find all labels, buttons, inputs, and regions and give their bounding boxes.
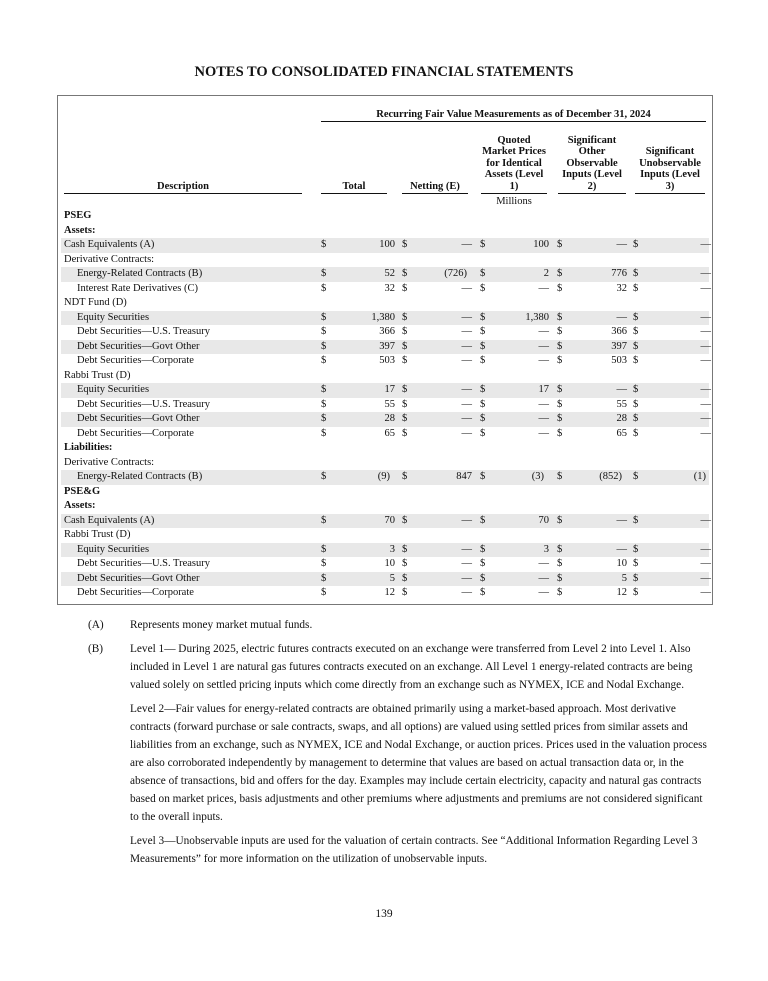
currency-symbol: $ (321, 572, 327, 584)
cell-value: 32 (384, 282, 395, 294)
units-label: Millions (496, 196, 532, 207)
cell-value: — (461, 282, 472, 294)
cell-value: — (461, 587, 472, 598)
currency-symbol: $ (402, 239, 408, 250)
row-label: Debt Securities—Govt Other (77, 413, 200, 424)
table-row (61, 282, 709, 297)
currency-symbol: $ (633, 326, 639, 337)
currency-symbol: $ (480, 355, 486, 366)
footnote-text: Level 2—Fair values for energy-related contracts are obtained primarily using a market-based approach. Most derivative contracts (forward purchase or sale contracts, swaps, and all options) are valued using settled prices from similar assets and liabilities from an exchange, such as NYMEX, ICE and Nodal Exchange, or auction prices. Prices used in the valuation process are also corroborated independently by management to determine that values are based on actual transaction data or, in the absence of transactions, bid and offers for the day. Examples may include certain electricity, capacity and natural gas contracts based on market prices, basis adjustments and other premiums where adjustments and premiums are not considered significant to the overall inputs. (130, 703, 707, 823)
currency-symbol: $ (402, 543, 408, 555)
table-row (61, 427, 709, 442)
cell-value: — (461, 572, 472, 584)
cell-value: 1,380 (371, 311, 395, 323)
currency-symbol: $ (557, 384, 563, 395)
currency-symbol: $ (402, 311, 408, 323)
currency-symbol: $ (321, 587, 327, 598)
currency-symbol: $ (557, 239, 563, 250)
currency-symbol: $ (402, 326, 408, 337)
table-row (61, 340, 709, 355)
cell-value: — (538, 572, 549, 584)
row-label: Debt Securities—Corporate (77, 587, 194, 598)
currency-symbol: $ (557, 427, 563, 439)
table-row (61, 296, 709, 311)
fair-value-table (57, 95, 713, 605)
row-label: Assets: (64, 500, 96, 511)
row-label: Debt Securities—Govt Other (77, 340, 200, 352)
currency-symbol: $ (321, 239, 327, 250)
currency-symbol: $ (557, 355, 563, 366)
currency-symbol: $ (402, 282, 408, 294)
row-label: Derivative Contracts: (64, 456, 155, 468)
currency-symbol: $ (402, 572, 408, 584)
cell-value: — (461, 398, 472, 410)
row-label: Liabilities: (64, 442, 113, 453)
cell-value: 28 (384, 413, 395, 424)
currency-symbol: $ (557, 514, 563, 526)
currency-symbol: $ (480, 282, 486, 294)
cell-value: — (700, 572, 711, 584)
table-header (58, 96, 712, 194)
cell-value: — (700, 413, 711, 424)
table-row (61, 253, 709, 268)
table-row (61, 325, 709, 340)
row-label: Derivative Contracts: (64, 253, 155, 265)
table-row (61, 485, 709, 500)
footnote-label: (A) (88, 619, 104, 631)
currency-symbol: $ (321, 311, 327, 323)
cell-value: — (700, 340, 711, 352)
currency-symbol: $ (480, 543, 486, 555)
cell-value: 52 (384, 268, 395, 279)
currency-symbol: $ (321, 427, 327, 439)
currency-symbol: $ (480, 572, 486, 584)
cell-value: — (461, 239, 472, 250)
cell-value: 100 (379, 239, 395, 250)
row-label: Rabbi Trust (D) (64, 529, 131, 540)
currency-symbol: $ (321, 355, 327, 366)
currency-symbol: $ (557, 413, 563, 424)
cell-value: 503 (611, 355, 627, 366)
currency-symbol: $ (402, 413, 408, 424)
cell-value: 397 (611, 340, 627, 352)
cell-value: — (538, 558, 549, 569)
table-row (61, 354, 709, 369)
currency-symbol: $ (402, 514, 408, 526)
currency-symbol: $ (480, 587, 486, 598)
currency-symbol: $ (557, 587, 563, 598)
currency-symbol: $ (557, 572, 563, 584)
currency-symbol: $ (633, 558, 639, 569)
cell-value: — (700, 311, 711, 323)
currency-symbol: $ (480, 398, 486, 410)
currency-symbol: $ (402, 398, 408, 410)
page-number: 139 (375, 908, 393, 920)
cell-value: — (700, 514, 711, 526)
table-row (61, 369, 709, 384)
currency-symbol: $ (557, 340, 563, 352)
table-row (61, 267, 709, 282)
footnote-label: (B) (88, 643, 104, 655)
currency-symbol: $ (633, 282, 639, 294)
currency-symbol: $ (480, 311, 486, 323)
currency-symbol: $ (633, 543, 639, 555)
cell-value: — (616, 384, 627, 395)
cell-value: — (616, 514, 627, 526)
cell-value: — (700, 543, 711, 555)
currency-symbol: $ (480, 268, 486, 279)
row-label: Debt Securities—Corporate (77, 355, 194, 366)
currency-symbol: $ (402, 268, 408, 279)
currency-symbol: $ (321, 282, 327, 294)
cell-value: — (461, 384, 472, 395)
cell-value: — (616, 239, 627, 250)
currency-symbol: $ (633, 384, 639, 395)
cell-value: 503 (379, 355, 395, 366)
currency-symbol: $ (480, 326, 486, 337)
currency-symbol: $ (321, 340, 327, 352)
cell-value: 366 (379, 326, 395, 337)
table-row (61, 441, 709, 456)
currency-symbol: $ (402, 471, 408, 482)
cell-value: — (461, 355, 472, 366)
row-label: Debt Securities—Govt Other (77, 572, 200, 584)
col-level1: Quoted Market Prices for Identical Assets (Level 1) (481, 135, 547, 195)
table-row (61, 543, 709, 558)
cell-value: — (538, 282, 549, 294)
cell-value: 65 (616, 427, 627, 439)
cell-value: — (461, 514, 472, 526)
currency-symbol: $ (633, 340, 639, 352)
col-level2: Significant Other Observable Inputs (Level 2) (558, 135, 626, 195)
table-row (61, 514, 709, 529)
span-header: Recurring Fair Value Measurements as of December 31, 2024 (321, 109, 706, 122)
cell-value: — (461, 311, 472, 323)
cell-value: — (700, 282, 711, 294)
currency-symbol: $ (402, 587, 408, 598)
currency-symbol: $ (480, 413, 486, 424)
cell-value: 55 (616, 398, 627, 410)
cell-value: — (700, 326, 711, 337)
col-netting: Netting (E) (402, 181, 468, 195)
currency-symbol: $ (402, 427, 408, 439)
currency-symbol: $ (480, 558, 486, 569)
currency-symbol: $ (480, 239, 486, 250)
row-label: NDT Fund (D) (64, 297, 127, 308)
cell-value: (726) (444, 268, 467, 279)
cell-value: — (538, 326, 549, 337)
cell-value: 5 (389, 572, 395, 584)
row-label: Debt Securities—U.S. Treasury (77, 326, 210, 337)
cell-value: — (700, 355, 711, 366)
currency-symbol: $ (557, 543, 563, 555)
cell-value: — (700, 558, 711, 569)
col-total: Total (321, 181, 387, 195)
currency-symbol: $ (633, 311, 639, 323)
cell-value: — (616, 543, 627, 555)
currency-symbol: $ (480, 384, 486, 395)
cell-value: 366 (611, 326, 627, 337)
cell-value: — (538, 340, 549, 352)
cell-value: 70 (538, 514, 549, 526)
row-label: PSE&G (64, 485, 101, 497)
cell-value: 847 (456, 471, 472, 482)
table-row (61, 209, 709, 224)
row-label: Cash Equivalents (A) (64, 514, 155, 526)
cell-value: — (461, 558, 472, 569)
currency-symbol: $ (633, 587, 639, 598)
cell-value: — (538, 355, 549, 366)
footnote-text: Level 1— During 2025, electric futures contracts executed on an exchange were transferred from Level 2 into Level 1. Also included in Level 1 are natural gas futures contracts executed on an exchange. All Level 1 energy-related contracts are being valued solely on settled pricing inputs which come directly from an exchange such as NYMEX, ICE and Nodal Exchange. (130, 643, 693, 691)
footnote-text: Level 3—Unobservable inputs are used for the valuation of certain contracts. See “Additional Information Regarding Level 3 Measurements” for more information on the utilization of unobservable inputs. (130, 835, 698, 865)
currency-symbol: $ (321, 543, 327, 555)
footnote (88, 616, 708, 634)
row-label: Equity Securities (77, 543, 150, 555)
row-label: Energy-Related Contracts (B) (77, 471, 203, 482)
row-label: Rabbi Trust (D) (64, 369, 131, 381)
cell-value: 10 (616, 558, 627, 569)
cell-value: 100 (533, 239, 549, 250)
cell-value: — (616, 311, 627, 323)
currency-symbol: $ (557, 268, 563, 279)
cell-value: 3 (389, 543, 395, 555)
cell-value: 70 (384, 514, 395, 526)
row-label: Debt Securities—Corporate (77, 427, 194, 439)
currency-symbol: $ (480, 471, 486, 482)
cell-value: (1) (693, 471, 706, 482)
currency-symbol: $ (321, 471, 327, 482)
table-body (61, 209, 709, 601)
currency-symbol: $ (321, 398, 327, 410)
cell-value: (852) (599, 471, 622, 482)
table-row (61, 456, 709, 471)
cell-value: — (538, 587, 549, 598)
cell-value: — (700, 384, 711, 395)
cell-value: — (461, 543, 472, 555)
cell-value: 12 (616, 587, 627, 598)
table-row (61, 224, 709, 239)
currency-symbol: $ (480, 427, 486, 439)
cell-value: — (700, 239, 711, 250)
cell-value: — (700, 398, 711, 410)
col-level3: Significant Unobservable Inputs (Level 3) (635, 146, 705, 194)
col-description: Description (64, 181, 302, 195)
cell-value: 5 (621, 572, 627, 584)
row-label: Cash Equivalents (A) (64, 239, 155, 250)
cell-value: 28 (616, 413, 627, 424)
currency-symbol: $ (402, 558, 408, 569)
currency-symbol: $ (633, 572, 639, 584)
cell-value: — (461, 340, 472, 352)
table-row (61, 383, 709, 398)
cell-value: — (700, 587, 711, 598)
table-row (61, 238, 709, 253)
cell-value: — (700, 427, 711, 439)
table-row (61, 470, 709, 485)
currency-symbol: $ (633, 514, 639, 526)
table-row (61, 586, 709, 601)
currency-symbol: $ (402, 340, 408, 352)
cell-value: 10 (384, 558, 395, 569)
cell-value: 65 (384, 427, 395, 439)
currency-symbol: $ (321, 384, 327, 395)
currency-symbol: $ (557, 326, 563, 337)
cell-value: 17 (384, 384, 395, 395)
cell-value: 776 (611, 268, 627, 279)
table-row (61, 572, 709, 587)
row-label: Equity Securities (77, 311, 150, 323)
currency-symbol: $ (557, 311, 563, 323)
currency-symbol: $ (633, 355, 639, 366)
cell-value: 17 (538, 384, 549, 395)
currency-symbol: $ (633, 268, 639, 279)
cell-value: 55 (384, 398, 395, 410)
row-label: Debt Securities—U.S. Treasury (77, 558, 210, 569)
cell-value: — (700, 268, 711, 279)
currency-symbol: $ (557, 471, 563, 482)
cell-value: — (461, 413, 472, 424)
currency-symbol: $ (321, 268, 327, 279)
cell-value: 3 (543, 543, 549, 555)
cell-value: — (461, 427, 472, 439)
table-row (61, 557, 709, 572)
row-label: Energy-Related Contracts (B) (77, 268, 203, 279)
row-label: Equity Securities (77, 384, 150, 395)
cell-value: 32 (616, 282, 627, 294)
footnote-text: Represents money market mutual funds. (130, 619, 313, 631)
currency-symbol: $ (557, 398, 563, 410)
cell-value: — (538, 413, 549, 424)
row-label: Assets: (64, 224, 96, 236)
currency-symbol: $ (480, 340, 486, 352)
table-row (61, 499, 709, 514)
row-label: Interest Rate Derivatives (C) (77, 282, 198, 294)
cell-value: 12 (384, 587, 395, 598)
cell-value: 397 (379, 340, 395, 352)
cell-value: — (538, 398, 549, 410)
table-row (61, 412, 709, 427)
table-row (61, 311, 709, 326)
currency-symbol: $ (557, 282, 563, 294)
table-row (61, 528, 709, 543)
footnotes (88, 616, 708, 874)
currency-symbol: $ (402, 355, 408, 366)
currency-symbol: $ (633, 471, 639, 482)
table-row (61, 398, 709, 413)
row-label: Debt Securities—U.S. Treasury (77, 398, 210, 410)
cell-value: — (538, 427, 549, 439)
currency-symbol: $ (557, 558, 563, 569)
currency-symbol: $ (633, 427, 639, 439)
currency-symbol: $ (633, 413, 639, 424)
currency-symbol: $ (402, 384, 408, 395)
cell-value: — (461, 326, 472, 337)
footnote (88, 640, 708, 868)
currency-symbol: $ (321, 413, 327, 424)
page-title: NOTES TO CONSOLIDATED FINANCIAL STATEMENTS (194, 64, 574, 80)
currency-symbol: $ (633, 398, 639, 410)
currency-symbol: $ (321, 558, 327, 569)
cell-value: (3) (531, 471, 544, 482)
cell-value: (9) (377, 471, 390, 482)
cell-value: 2 (543, 268, 549, 279)
row-label: PSEG (64, 210, 92, 221)
currency-symbol: $ (321, 326, 327, 337)
cell-value: 1,380 (525, 311, 549, 323)
currency-symbol: $ (480, 514, 486, 526)
currency-symbol: $ (321, 514, 327, 526)
currency-symbol: $ (633, 239, 639, 250)
